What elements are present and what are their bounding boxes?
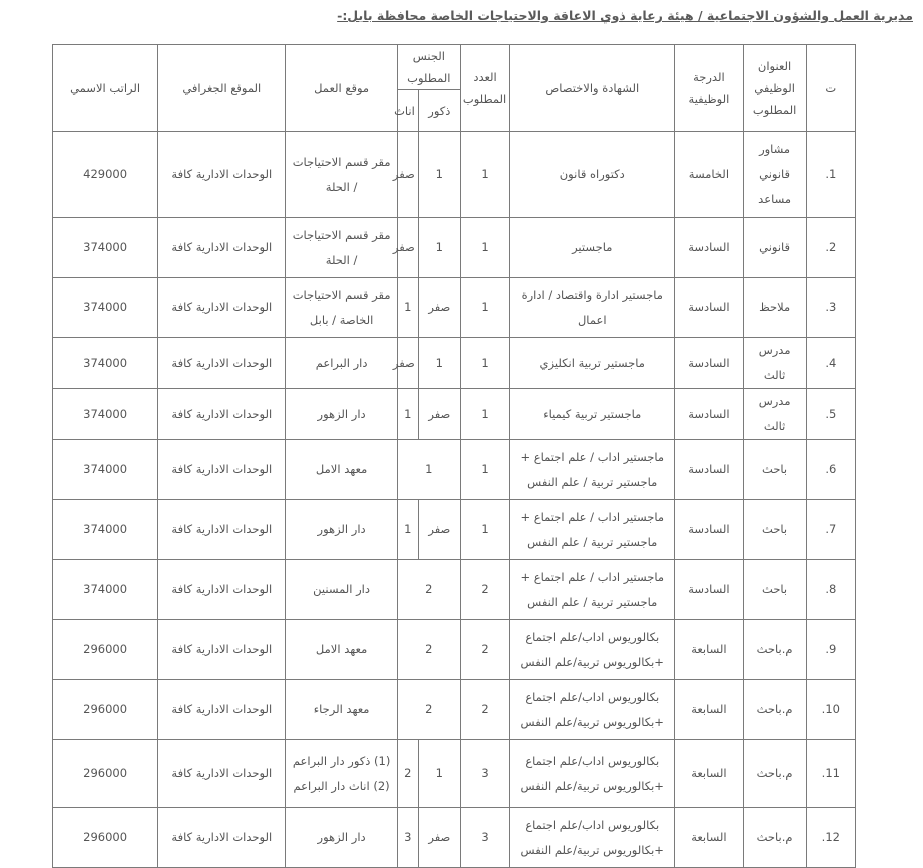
table-row xyxy=(53,740,856,808)
cell-grade: السادسة xyxy=(675,278,743,338)
cell-salary: 374000 xyxy=(53,389,158,440)
cell-grade: السادسة xyxy=(675,500,743,560)
cell-geo-location: الوحدات الادارية كافة xyxy=(158,132,286,218)
cell-job-title: مشاور قانوني مساعد xyxy=(743,132,806,218)
cell-work-location: مقر قسم الاحتياجات / الحلة xyxy=(286,132,397,218)
cell-count: 1 xyxy=(460,500,509,560)
cell-salary: 296000 xyxy=(53,620,158,680)
cell-work-location: معهد الرجاء xyxy=(286,680,397,740)
cell-female: 1 xyxy=(397,278,418,338)
cell-job-title: م.باحث xyxy=(743,740,806,808)
cell-geo-location: الوحدات الادارية كافة xyxy=(158,808,286,868)
cell-salary: 374000 xyxy=(53,338,158,389)
table-row xyxy=(53,680,856,740)
cell-job-title: م.باحث xyxy=(743,620,806,680)
cell-work-location: (1) ذكور دار البراعم (2) اناث دار البراعم xyxy=(286,740,397,808)
cell-job-title: ملاحظ xyxy=(743,278,806,338)
cell-geo-location: الوحدات الادارية كافة xyxy=(158,278,286,338)
cell-seq: 8. xyxy=(806,560,855,620)
cell-certificate: بكالوريوس اداب/علم اجتماع +بكالوريوس تربية/علم النفس xyxy=(510,740,675,808)
cell-grade: السادسة xyxy=(675,338,743,389)
header-seq: ت xyxy=(806,45,855,132)
cell-count: 2 xyxy=(460,680,509,740)
cell-count: 1 xyxy=(460,338,509,389)
cell-seq: 6. xyxy=(806,440,855,500)
cell-certificate: بكالوريوس اداب/علم اجتماع +بكالوريوس تربية/علم النفس xyxy=(510,808,675,868)
header-count: العدد المطلوب xyxy=(460,45,509,132)
cell-count: 2 xyxy=(460,620,509,680)
cell-seq: 9. xyxy=(806,620,855,680)
table-row xyxy=(53,620,856,680)
cell-geo-location: الوحدات الادارية كافة xyxy=(158,500,286,560)
cell-work-location: دار الزهور xyxy=(286,389,397,440)
cell-female: صفر xyxy=(397,132,418,218)
cell-gender-total: 2 xyxy=(397,560,460,620)
cell-count: 1 xyxy=(460,440,509,500)
cell-male: 1 xyxy=(418,740,460,808)
header-geo-location: الموقع الجغرافي xyxy=(158,45,286,132)
cell-certificate: بكالوريوس اداب/علم اجتماع +بكالوريوس تربية/علم النفس xyxy=(510,680,675,740)
cell-count: 1 xyxy=(460,132,509,218)
cell-geo-location: الوحدات الادارية كافة xyxy=(158,218,286,278)
table-row xyxy=(53,132,856,218)
cell-work-location: مقر قسم الاحتياجات / الحلة xyxy=(286,218,397,278)
header-male: ذكور xyxy=(418,90,460,132)
header-job-title: العنوان الوظيفي المطلوب xyxy=(743,45,806,132)
table-row xyxy=(53,389,856,440)
cell-certificate: ماجستير اداب / علم اجتماع + ماجستير تربية / علم النفس xyxy=(510,500,675,560)
cell-female: صفر xyxy=(397,218,418,278)
cell-count: 1 xyxy=(460,278,509,338)
cell-job-title: باحث xyxy=(743,560,806,620)
cell-male: 1 xyxy=(418,218,460,278)
cell-job-title: م.باحث xyxy=(743,808,806,868)
cell-grade: السادسة xyxy=(675,560,743,620)
cell-geo-location: الوحدات الادارية كافة xyxy=(158,740,286,808)
cell-grade: السادسة xyxy=(675,389,743,440)
cell-salary: 374000 xyxy=(53,560,158,620)
cell-work-location: دار المسنين xyxy=(286,560,397,620)
cell-salary: 429000 xyxy=(53,132,158,218)
header-female: اناث xyxy=(397,90,418,132)
table-row xyxy=(53,440,856,500)
cell-geo-location: الوحدات الادارية كافة xyxy=(158,680,286,740)
cell-geo-location: الوحدات الادارية كافة xyxy=(158,389,286,440)
cell-seq: 4. xyxy=(806,338,855,389)
cell-salary: 296000 xyxy=(53,808,158,868)
cell-grade: السادسة xyxy=(675,218,743,278)
cell-male: 1 xyxy=(418,132,460,218)
header-work-location: موقع العمل xyxy=(286,45,397,132)
cell-seq: 7. xyxy=(806,500,855,560)
cell-count: 1 xyxy=(460,389,509,440)
cell-female: 3 xyxy=(397,808,418,868)
cell-male: صفر xyxy=(418,500,460,560)
cell-female: صفر xyxy=(397,338,418,389)
cell-certificate: ماجستير xyxy=(510,218,675,278)
cell-salary: 296000 xyxy=(53,740,158,808)
cell-grade: الخامسة xyxy=(675,132,743,218)
cell-geo-location: الوحدات الادارية كافة xyxy=(158,560,286,620)
cell-female: 2 xyxy=(397,740,418,808)
cell-job-title: باحث xyxy=(743,500,806,560)
cell-gender-total: 1 xyxy=(397,440,460,500)
cell-seq: 1. xyxy=(806,132,855,218)
cell-geo-location: الوحدات الادارية كافة xyxy=(158,620,286,680)
cell-grade: السابعة xyxy=(675,740,743,808)
table-row xyxy=(53,278,856,338)
cell-grade: السابعة xyxy=(675,808,743,868)
cell-work-location: دار الزهور xyxy=(286,500,397,560)
cell-work-location: دار البراعم xyxy=(286,338,397,389)
cell-grade: السابعة xyxy=(675,620,743,680)
cell-certificate: ماجستير اداب / علم اجتماع + ماجستير تربية / علم النفس xyxy=(510,560,675,620)
cell-geo-location: الوحدات الادارية كافة xyxy=(158,440,286,500)
cell-work-location: معهد الامل xyxy=(286,440,397,500)
cell-count: 1 xyxy=(460,218,509,278)
cell-certificate: ماجستير تربية كيمياء xyxy=(510,389,675,440)
cell-seq: 10. xyxy=(806,680,855,740)
cell-count: 3 xyxy=(460,808,509,868)
header-certificate: الشهادة والاختصاص xyxy=(510,45,675,132)
page-title: مديرية العمل والشؤون الاجتماعية / هيئة رعاية ذوي الاعاقة والاحتياجات الخاصة محافظة بابل:- xyxy=(337,8,913,23)
cell-seq: 12. xyxy=(806,808,855,868)
cell-job-title: باحث xyxy=(743,440,806,500)
cell-certificate: ماجستير ادارة واقتصاد / ادارة اعمال xyxy=(510,278,675,338)
cell-certificate: بكالوريوس اداب/علم اجتماع +بكالوريوس تربية/علم النفس xyxy=(510,620,675,680)
jobs-table xyxy=(52,44,856,868)
header-row xyxy=(53,45,856,90)
cell-work-location: مقر قسم الاحتياجات الخاصة / بابل xyxy=(286,278,397,338)
cell-certificate: ماجستير تربية انكليزي xyxy=(510,338,675,389)
cell-male: صفر xyxy=(418,278,460,338)
table-row xyxy=(53,218,856,278)
cell-male: صفر xyxy=(418,808,460,868)
table-row xyxy=(53,500,856,560)
cell-male: 1 xyxy=(418,338,460,389)
cell-seq: 2. xyxy=(806,218,855,278)
cell-work-location: معهد الامل xyxy=(286,620,397,680)
header-grade: الدرجة الوظيفية xyxy=(675,45,743,132)
cell-job-title: مدرس ثالث xyxy=(743,338,806,389)
cell-salary: 374000 xyxy=(53,278,158,338)
cell-job-title: م.باحث xyxy=(743,680,806,740)
cell-count: 2 xyxy=(460,560,509,620)
cell-female: 1 xyxy=(397,500,418,560)
cell-grade: السادسة xyxy=(675,440,743,500)
cell-geo-location: الوحدات الادارية كافة xyxy=(158,338,286,389)
cell-work-location: دار الزهور xyxy=(286,808,397,868)
cell-seq: 3. xyxy=(806,278,855,338)
cell-salary: 296000 xyxy=(53,680,158,740)
cell-gender-total: 2 xyxy=(397,620,460,680)
cell-seq: 11. xyxy=(806,740,855,808)
cell-grade: السابعة xyxy=(675,680,743,740)
table-row xyxy=(53,808,856,868)
cell-female: 1 xyxy=(397,389,418,440)
cell-salary: 374000 xyxy=(53,440,158,500)
cell-salary: 374000 xyxy=(53,218,158,278)
cell-seq: 5. xyxy=(806,389,855,440)
header-gender: الجنس المطلوب xyxy=(397,45,460,90)
cell-male: صفر xyxy=(418,389,460,440)
cell-certificate: ماجستير اداب / علم اجتماع + ماجستير تربية / علم النفس xyxy=(510,440,675,500)
cell-job-title: مدرس ثالث xyxy=(743,389,806,440)
cell-job-title: قانوني xyxy=(743,218,806,278)
cell-count: 3 xyxy=(460,740,509,808)
table-row xyxy=(53,338,856,389)
cell-gender-total: 2 xyxy=(397,680,460,740)
table-row xyxy=(53,560,856,620)
header-salary: الراتب الاسمي xyxy=(53,45,158,132)
cell-certificate: دكتوراه قانون xyxy=(510,132,675,218)
cell-salary: 374000 xyxy=(53,500,158,560)
